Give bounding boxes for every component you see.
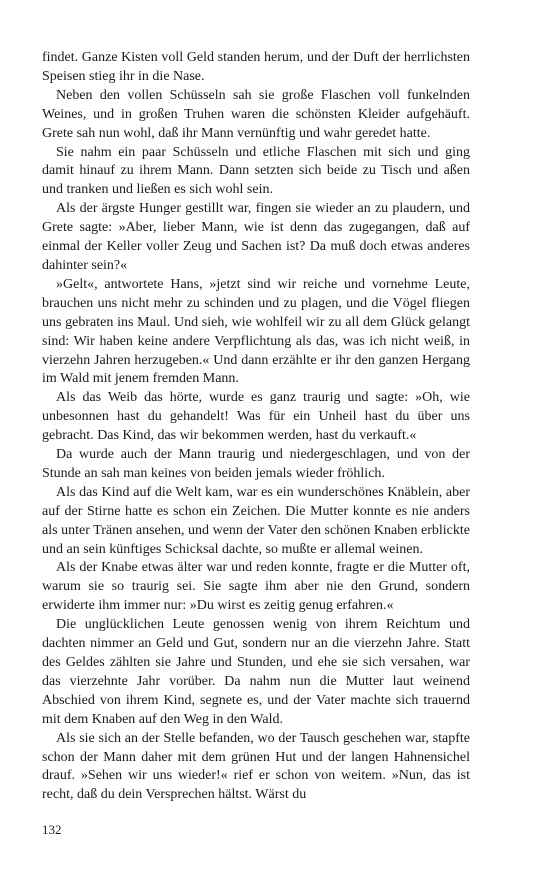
paragraph-9: Als der Knabe etwas älter war und reden konnte, fragte er die Mutter oft, warum sie so traurig sei. Sie sagte ihm aber nie den Grund, sondern erwiderte ihm immer nur: »Du wirst es zeitig genug erfahren.« — [42, 560, 470, 614]
paragraph-7: Da wurde auch der Mann traurig und niedergeschlagen, und von der Stunde an sah man keines von beiden jemals wieder fröhlich. — [42, 447, 470, 481]
paragraph-4: Als der ärgste Hunger gestillt war, fingen sie wieder an zu plaudern, und Grete sagte: »Aber, lieber Mann, wie ist denn das zugegangen, daß auf einmal der Keller voller Zeug und Sachen ist? Da muß doch etwas anderes dahinter sein?« — [42, 201, 470, 273]
paragraph-1: findet. Ganze Kisten voll Geld standen herum, und der Duft der herrlichsten Speisen stieg ihr in die Nase. — [42, 50, 470, 84]
paragraph-2: Neben den vollen Schüsseln sah sie große Flaschen voll funkelnden Weines, und in großen Truhen waren die schönsten Kleider aufgehäuft. Grete sah nun wohl, daß ihr Mann vernünftig und wahr geredet hatte. — [42, 87, 470, 141]
body-text — [42, 49, 470, 805]
paragraph-10: Die unglücklichen Leute genossen wenig von ihrem Reichtum und dachten nimmer an Geld und Gut, sondern nur an die vierzehn Jahre. Statt des Geldes zählten sie Jahre und Stunden, und ehe sie sich versahen, war das vierzehnte Jahr vorüber. Da nahm nun die Mutter laut weinend Abschied von ihrem Kind, segnete es, und der Vater machte sich trauernd mit dem Knaben auf den Weg in den Wald. — [42, 617, 470, 727]
page-number: 132 — [42, 822, 62, 837]
paragraph-6: Als das Weib das hörte, wurde es ganz traurig und sagte: »Oh, wie unbesonnen hast du gehandelt! Was für ein Unheil hast du über uns gebracht. Das Kind, das wir bekommen werden, hast du verkauft.« — [42, 390, 470, 444]
paragraph-8: Als das Kind auf die Welt kam, war es ein wunderschönes Knäblein, aber auf der Stirne hatte es schon ein Zeichen. Die Mutter konnte es nie anders als unter Tränen ansehen, und wenn der Vater den schönen Knaben erblickte und an sein künftiges Schicksal dachte, so mußte er allemal weinen. — [42, 484, 470, 557]
paragraph-5: »Gelt«, antwortete Hans, »jetzt sind wir reiche und vornehme Leute, brauchen uns nicht mehr zu schinden und zu plagen, und die Vögel fliegen uns gebraten ins Maul. Und sieh, wie wohlfeil wir zu all dem Glück gelangt sind: Wir haben keine andere Verpflichtung als das, was ich nicht weiß, in vierzehn Jahren herzugeben.« Und dann erzählte er ihr den ganzen Hergang im Wald mit jenem fremden Mann. — [42, 276, 470, 387]
paragraph-3: Sie nahm ein paar Schüsseln und etliche Flaschen mit sich und ging damit hinauf zu ihrem Mann. Dann setzten sich beide zu Tisch und aßen und tranken und ließen es sich wohl sein. — [42, 144, 470, 198]
paragraph-11: Als sie sich an der Stelle befanden, wo der Tausch geschehen war, stapfte schon der Mann daher mit dem grünen Hut und der langen Hahnensichel drauf. »Sehen wir uns wieder!« rief er schon von weitem. »Nun, das ist recht, daß du dein Versprechen hältst. Wärst du — [42, 730, 470, 803]
